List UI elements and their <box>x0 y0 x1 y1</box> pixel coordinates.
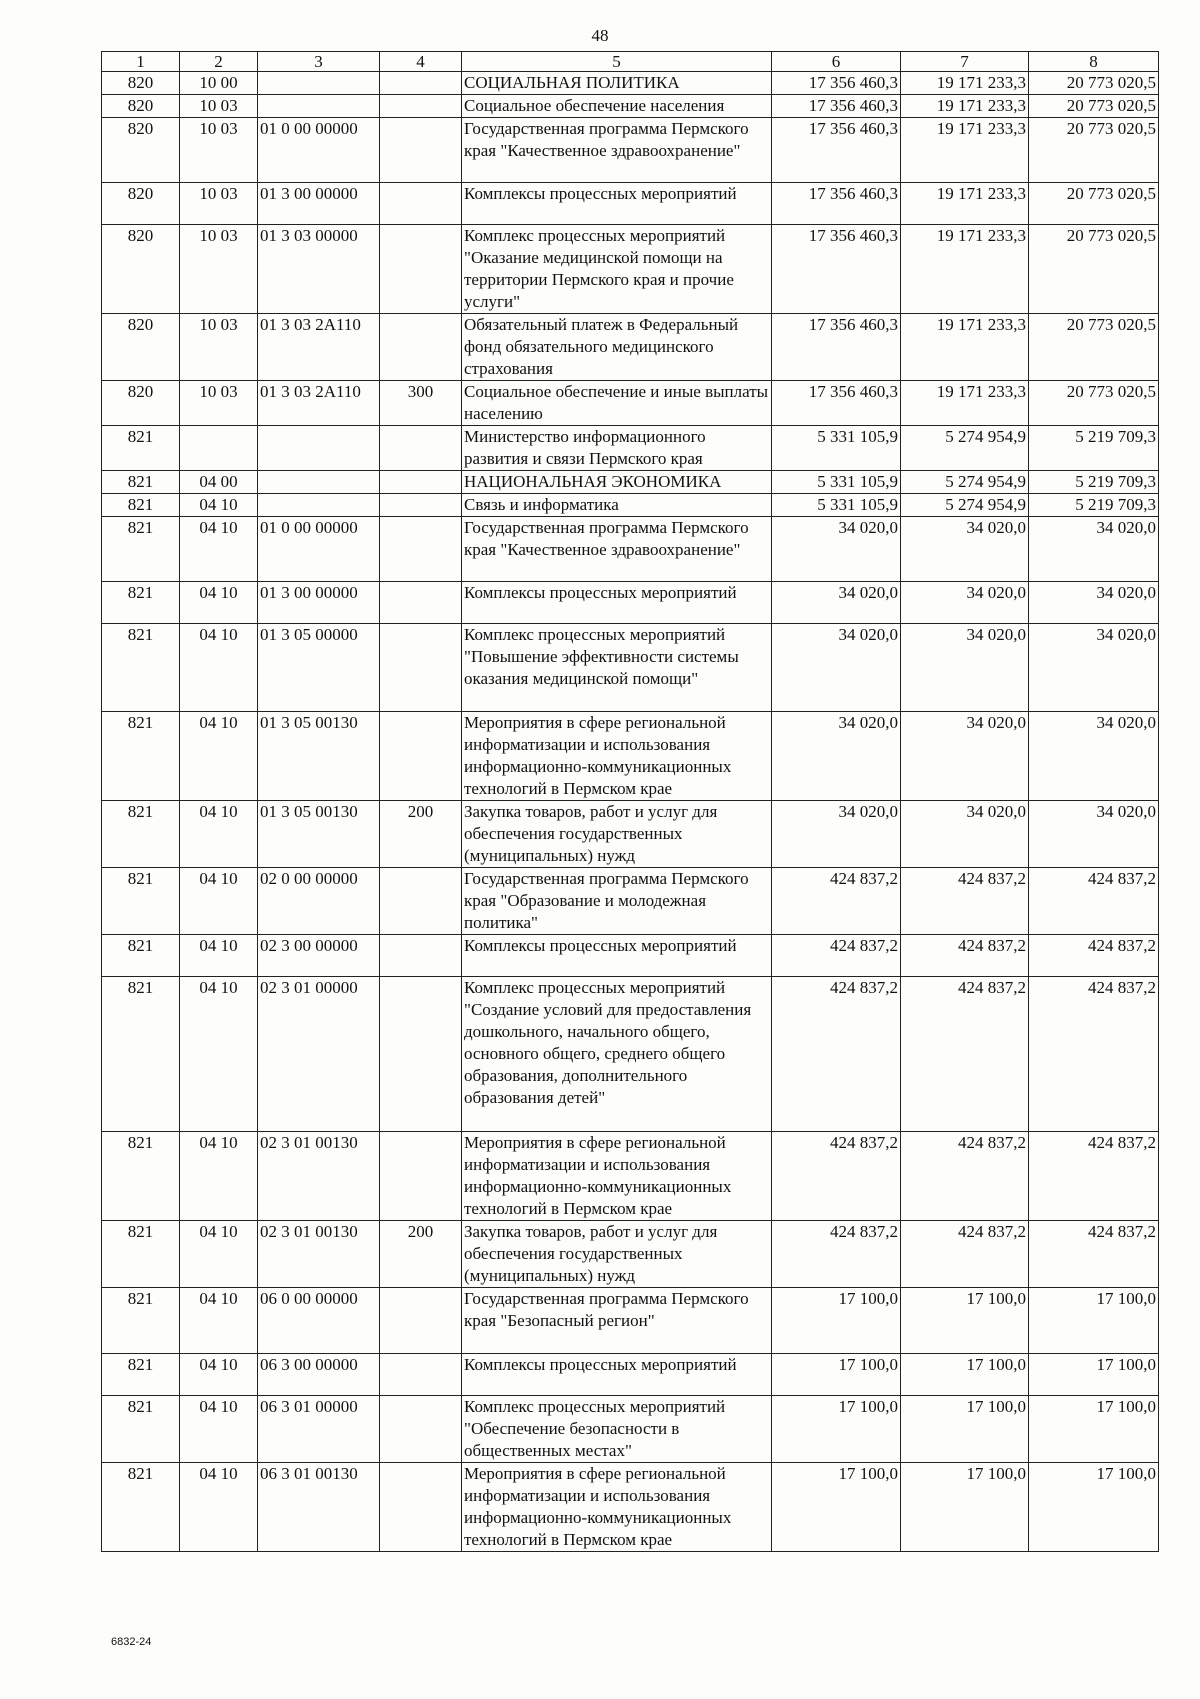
expense-type-cell <box>380 314 462 381</box>
amount-2024-cell: 424 837,2 <box>772 1132 901 1221</box>
description-cell: Закупка товаров, работ и услуг для обеспечения государственных (муниципальных) нужд <box>462 801 772 868</box>
amount-2024-cell: 17 100,0 <box>772 1354 901 1396</box>
amount-2025-cell: 34 020,0 <box>901 712 1029 801</box>
target-code-cell: 02 3 00 00000 <box>258 935 380 977</box>
description-cell: Министерство информационного развития и связи Пермского края <box>462 426 772 471</box>
description-cell: Мероприятия в сфере региональной информатизации и использования информационно-коммуникационных технологий в Пермском крае <box>462 1132 772 1221</box>
table-row <box>102 118 1159 183</box>
table-body <box>102 72 1159 1552</box>
target-code-cell: 02 3 01 00130 <box>258 1221 380 1288</box>
expense-type-cell <box>380 582 462 624</box>
expense-type-cell <box>380 624 462 712</box>
target-code-cell <box>258 494 380 517</box>
expense-type-cell <box>380 868 462 935</box>
amount-2024-cell: 17 356 460,3 <box>772 314 901 381</box>
amount-2026-cell: 5 219 709,3 <box>1029 426 1159 471</box>
expense-type-cell: 200 <box>380 801 462 868</box>
amount-2024-cell: 17 356 460,3 <box>772 95 901 118</box>
admin-code-cell: 820 <box>102 72 180 95</box>
target-code-cell: 01 3 00 00000 <box>258 183 380 225</box>
table-row <box>102 72 1159 95</box>
amount-2024-cell: 424 837,2 <box>772 977 901 1132</box>
amount-2024-cell: 424 837,2 <box>772 935 901 977</box>
amount-2026-cell: 424 837,2 <box>1029 868 1159 935</box>
amount-2024-cell: 17 100,0 <box>772 1396 901 1463</box>
section-code-cell: 04 10 <box>180 1132 258 1221</box>
admin-code-cell: 820 <box>102 225 180 314</box>
expense-type-cell <box>380 977 462 1132</box>
description-cell: Мероприятия в сфере региональной информатизации и использования информационно-коммуникационных технологий в Пермском крае <box>462 1463 772 1552</box>
admin-code-cell: 821 <box>102 1132 180 1221</box>
section-code-cell: 10 03 <box>180 95 258 118</box>
section-code-cell: 10 03 <box>180 183 258 225</box>
amount-2024-cell: 424 837,2 <box>772 868 901 935</box>
amount-2024-cell: 34 020,0 <box>772 582 901 624</box>
target-code-cell: 01 0 00 00000 <box>258 118 380 183</box>
expense-type-cell <box>380 225 462 314</box>
amount-2026-cell: 424 837,2 <box>1029 1132 1159 1221</box>
target-code-cell: 06 3 01 00130 <box>258 1463 380 1552</box>
section-code-cell: 04 10 <box>180 712 258 801</box>
section-code-cell: 04 10 <box>180 868 258 935</box>
target-code-cell: 06 0 00 00000 <box>258 1288 380 1354</box>
admin-code-cell: 820 <box>102 118 180 183</box>
amount-2026-cell: 5 219 709,3 <box>1029 471 1159 494</box>
amount-2026-cell: 424 837,2 <box>1029 935 1159 977</box>
amount-2024-cell: 17 100,0 <box>772 1463 901 1552</box>
admin-code-cell: 821 <box>102 624 180 712</box>
expense-type-cell <box>380 72 462 95</box>
admin-code-cell: 821 <box>102 935 180 977</box>
amount-2026-cell: 424 837,2 <box>1029 1221 1159 1288</box>
amount-2025-cell: 17 100,0 <box>901 1463 1029 1552</box>
section-code-cell: 04 10 <box>180 1221 258 1288</box>
column-header: 3 <box>258 52 380 72</box>
amount-2026-cell: 20 773 020,5 <box>1029 72 1159 95</box>
expense-type-cell <box>380 471 462 494</box>
target-code-cell <box>258 72 380 95</box>
expense-type-cell <box>380 118 462 183</box>
amount-2024-cell: 17 356 460,3 <box>772 72 901 95</box>
amount-2025-cell: 424 837,2 <box>901 977 1029 1132</box>
amount-2026-cell: 34 020,0 <box>1029 712 1159 801</box>
amount-2024-cell: 5 331 105,9 <box>772 471 901 494</box>
target-code-cell: 02 3 01 00000 <box>258 977 380 1132</box>
admin-code-cell: 820 <box>102 183 180 225</box>
table-row <box>102 471 1159 494</box>
expense-type-cell <box>380 1463 462 1552</box>
admin-code-cell: 821 <box>102 494 180 517</box>
expense-type-cell <box>380 183 462 225</box>
section-code-cell: 04 10 <box>180 801 258 868</box>
amount-2024-cell: 5 331 105,9 <box>772 494 901 517</box>
description-cell: Комплексы процессных мероприятий <box>462 183 772 225</box>
section-code-cell: 04 10 <box>180 1354 258 1396</box>
section-code-cell: 04 10 <box>180 935 258 977</box>
amount-2024-cell: 17 356 460,3 <box>772 225 901 314</box>
amount-2026-cell: 5 219 709,3 <box>1029 494 1159 517</box>
expense-type-cell <box>380 95 462 118</box>
column-header: 5 <box>462 52 772 72</box>
description-cell: Закупка товаров, работ и услуг для обеспечения государственных (муниципальных) нужд <box>462 1221 772 1288</box>
target-code-cell: 01 3 05 00130 <box>258 712 380 801</box>
table-row <box>102 494 1159 517</box>
admin-code-cell: 821 <box>102 1354 180 1396</box>
admin-code-cell: 821 <box>102 471 180 494</box>
amount-2026-cell: 20 773 020,5 <box>1029 381 1159 426</box>
expense-type-cell: 200 <box>380 1221 462 1288</box>
amount-2026-cell: 20 773 020,5 <box>1029 314 1159 381</box>
table-row <box>102 1463 1159 1552</box>
expense-type-cell: 300 <box>380 381 462 426</box>
target-code-cell: 02 3 01 00130 <box>258 1132 380 1221</box>
table-row <box>102 225 1159 314</box>
admin-code-cell: 820 <box>102 314 180 381</box>
amount-2025-cell: 34 020,0 <box>901 582 1029 624</box>
amount-2026-cell: 20 773 020,5 <box>1029 183 1159 225</box>
table-row <box>102 1354 1159 1396</box>
target-code-cell: 01 3 03 2A110 <box>258 314 380 381</box>
description-cell: Государственная программа Пермского края "Качественное здравоохранение" <box>462 517 772 582</box>
amount-2024-cell: 34 020,0 <box>772 801 901 868</box>
amount-2024-cell: 17 356 460,3 <box>772 183 901 225</box>
column-header: 1 <box>102 52 180 72</box>
section-code-cell: 04 10 <box>180 1288 258 1354</box>
target-code-cell: 01 3 05 00000 <box>258 624 380 712</box>
table-row <box>102 1132 1159 1221</box>
amount-2025-cell: 424 837,2 <box>901 1221 1029 1288</box>
amount-2024-cell: 34 020,0 <box>772 517 901 582</box>
table-row <box>102 1396 1159 1463</box>
section-code-cell: 10 03 <box>180 314 258 381</box>
description-cell: Связь и информатика <box>462 494 772 517</box>
amount-2026-cell: 20 773 020,5 <box>1029 95 1159 118</box>
admin-code-cell: 821 <box>102 582 180 624</box>
section-code-cell: 04 10 <box>180 1396 258 1463</box>
section-code-cell: 04 10 <box>180 977 258 1132</box>
amount-2024-cell: 17 356 460,3 <box>772 381 901 426</box>
amount-2024-cell: 34 020,0 <box>772 624 901 712</box>
amount-2026-cell: 17 100,0 <box>1029 1288 1159 1354</box>
amount-2026-cell: 34 020,0 <box>1029 582 1159 624</box>
column-header: 2 <box>180 52 258 72</box>
amount-2026-cell: 20 773 020,5 <box>1029 118 1159 183</box>
description-cell: Социальное обеспечение населения <box>462 95 772 118</box>
amount-2025-cell: 17 100,0 <box>901 1288 1029 1354</box>
section-code-cell: 04 10 <box>180 1463 258 1552</box>
amount-2026-cell: 34 020,0 <box>1029 517 1159 582</box>
description-cell: Обязательный платеж в Федеральный фонд обязательного медицинского страхования <box>462 314 772 381</box>
header-row <box>102 52 1159 72</box>
amount-2025-cell: 19 171 233,3 <box>901 183 1029 225</box>
target-code-cell <box>258 95 380 118</box>
amount-2025-cell: 17 100,0 <box>901 1354 1029 1396</box>
amount-2024-cell: 34 020,0 <box>772 712 901 801</box>
admin-code-cell: 821 <box>102 1221 180 1288</box>
description-cell: Комплексы процессных мероприятий <box>462 1354 772 1396</box>
amount-2025-cell: 34 020,0 <box>901 624 1029 712</box>
table-row <box>102 582 1159 624</box>
amount-2025-cell: 424 837,2 <box>901 1132 1029 1221</box>
description-cell: Комплекс процессных мероприятий "Повышение эффективности системы оказания медицинской помощи" <box>462 624 772 712</box>
target-code-cell: 01 3 03 2A110 <box>258 381 380 426</box>
admin-code-cell: 821 <box>102 801 180 868</box>
admin-code-cell: 821 <box>102 1463 180 1552</box>
table-row <box>102 624 1159 712</box>
section-code-cell: 10 00 <box>180 72 258 95</box>
target-code-cell: 06 3 01 00000 <box>258 1396 380 1463</box>
target-code-cell: 01 0 00 00000 <box>258 517 380 582</box>
amount-2025-cell: 17 100,0 <box>901 1396 1029 1463</box>
column-header: 6 <box>772 52 901 72</box>
target-code-cell: 06 3 00 00000 <box>258 1354 380 1396</box>
description-cell: Государственная программа Пермского края "Качественное здравоохранение" <box>462 118 772 183</box>
target-code-cell: 01 3 00 00000 <box>258 582 380 624</box>
section-code-cell: 04 00 <box>180 471 258 494</box>
amount-2026-cell: 20 773 020,5 <box>1029 225 1159 314</box>
amount-2026-cell: 17 100,0 <box>1029 1354 1159 1396</box>
expense-type-cell <box>380 935 462 977</box>
expense-type-cell <box>380 712 462 801</box>
amount-2025-cell: 19 171 233,3 <box>901 95 1029 118</box>
description-cell: Комплексы процессных мероприятий <box>462 582 772 624</box>
table-row <box>102 381 1159 426</box>
amount-2026-cell: 17 100,0 <box>1029 1396 1159 1463</box>
amount-2025-cell: 424 837,2 <box>901 868 1029 935</box>
amount-2025-cell: 19 171 233,3 <box>901 381 1029 426</box>
table-row <box>102 314 1159 381</box>
amount-2025-cell: 19 171 233,3 <box>901 225 1029 314</box>
target-code-cell: 01 3 03 00000 <box>258 225 380 314</box>
description-cell: Комплекс процессных мероприятий "Обеспечение безопасности в общественных местах" <box>462 1396 772 1463</box>
section-code-cell: 04 10 <box>180 582 258 624</box>
admin-code-cell: 821 <box>102 1396 180 1463</box>
description-cell: Социальное обеспечение и иные выплаты населению <box>462 381 772 426</box>
document-code: 6832-24 <box>111 1636 152 1648</box>
table-row <box>102 1221 1159 1288</box>
amount-2025-cell: 19 171 233,3 <box>901 314 1029 381</box>
admin-code-cell: 821 <box>102 977 180 1132</box>
admin-code-cell: 821 <box>102 712 180 801</box>
description-cell: НАЦИОНАЛЬНАЯ ЭКОНОМИКА <box>462 471 772 494</box>
column-header: 8 <box>1029 52 1159 72</box>
target-code-cell <box>258 426 380 471</box>
admin-code-cell: 821 <box>102 517 180 582</box>
amount-2026-cell: 34 020,0 <box>1029 801 1159 868</box>
description-cell: Комплекс процессных мероприятий "Оказание медицинской помощи на территории Пермского края и прочие услуги" <box>462 225 772 314</box>
section-code-cell: 04 10 <box>180 517 258 582</box>
table-row <box>102 517 1159 582</box>
expense-type-cell <box>380 517 462 582</box>
table-row <box>102 868 1159 935</box>
amount-2025-cell: 19 171 233,3 <box>901 72 1029 95</box>
amount-2024-cell: 17 100,0 <box>772 1288 901 1354</box>
amount-2024-cell: 5 331 105,9 <box>772 426 901 471</box>
section-code-cell <box>180 426 258 471</box>
section-code-cell: 10 03 <box>180 225 258 314</box>
amount-2025-cell: 5 274 954,9 <box>901 471 1029 494</box>
table-row <box>102 426 1159 471</box>
expense-type-cell <box>380 1288 462 1354</box>
table-row <box>102 712 1159 801</box>
target-code-cell: 01 3 05 00130 <box>258 801 380 868</box>
expense-type-cell <box>380 494 462 517</box>
description-cell: Комплекс процессных мероприятий "Создание условий для предоставления дошкольного, начального общего, основного общего, среднего общего образования, дополнительного образования детей" <box>462 977 772 1132</box>
table-row <box>102 801 1159 868</box>
table-row <box>102 183 1159 225</box>
admin-code-cell: 821 <box>102 426 180 471</box>
admin-code-cell: 821 <box>102 1288 180 1354</box>
amount-2026-cell: 17 100,0 <box>1029 1463 1159 1552</box>
description-cell: Комплексы процессных мероприятий <box>462 935 772 977</box>
expense-type-cell <box>380 1132 462 1221</box>
section-code-cell: 10 03 <box>180 381 258 426</box>
admin-code-cell: 820 <box>102 381 180 426</box>
target-code-cell <box>258 471 380 494</box>
target-code-cell: 02 0 00 00000 <box>258 868 380 935</box>
expense-type-cell <box>380 1396 462 1463</box>
amount-2024-cell: 424 837,2 <box>772 1221 901 1288</box>
amount-2025-cell: 34 020,0 <box>901 517 1029 582</box>
admin-code-cell: 821 <box>102 868 180 935</box>
column-header: 4 <box>380 52 462 72</box>
budget-table <box>101 51 1159 1552</box>
section-code-cell: 04 10 <box>180 494 258 517</box>
amount-2025-cell: 424 837,2 <box>901 935 1029 977</box>
amount-2025-cell: 5 274 954,9 <box>901 494 1029 517</box>
description-cell: СОЦИАЛЬНАЯ ПОЛИТИКА <box>462 72 772 95</box>
amount-2025-cell: 34 020,0 <box>901 801 1029 868</box>
amount-2025-cell: 19 171 233,3 <box>901 118 1029 183</box>
amount-2026-cell: 34 020,0 <box>1029 624 1159 712</box>
amount-2024-cell: 17 356 460,3 <box>772 118 901 183</box>
description-cell: Государственная программа Пермского края "Безопасный регион" <box>462 1288 772 1354</box>
table-row <box>102 1288 1159 1354</box>
amount-2025-cell: 5 274 954,9 <box>901 426 1029 471</box>
table-row <box>102 977 1159 1132</box>
expense-type-cell <box>380 426 462 471</box>
table-row <box>102 95 1159 118</box>
admin-code-cell: 820 <box>102 95 180 118</box>
page-number: 48 <box>591 26 609 45</box>
description-cell: Мероприятия в сфере региональной информатизации и использования информационно-коммуникационных технологий в Пермском крае <box>462 712 772 801</box>
amount-2026-cell: 424 837,2 <box>1029 977 1159 1132</box>
section-code-cell: 10 03 <box>180 118 258 183</box>
section-code-cell: 04 10 <box>180 624 258 712</box>
column-header: 7 <box>901 52 1029 72</box>
description-cell: Государственная программа Пермского края "Образование и молодежная политика" <box>462 868 772 935</box>
table-row <box>102 935 1159 977</box>
expense-type-cell <box>380 1354 462 1396</box>
